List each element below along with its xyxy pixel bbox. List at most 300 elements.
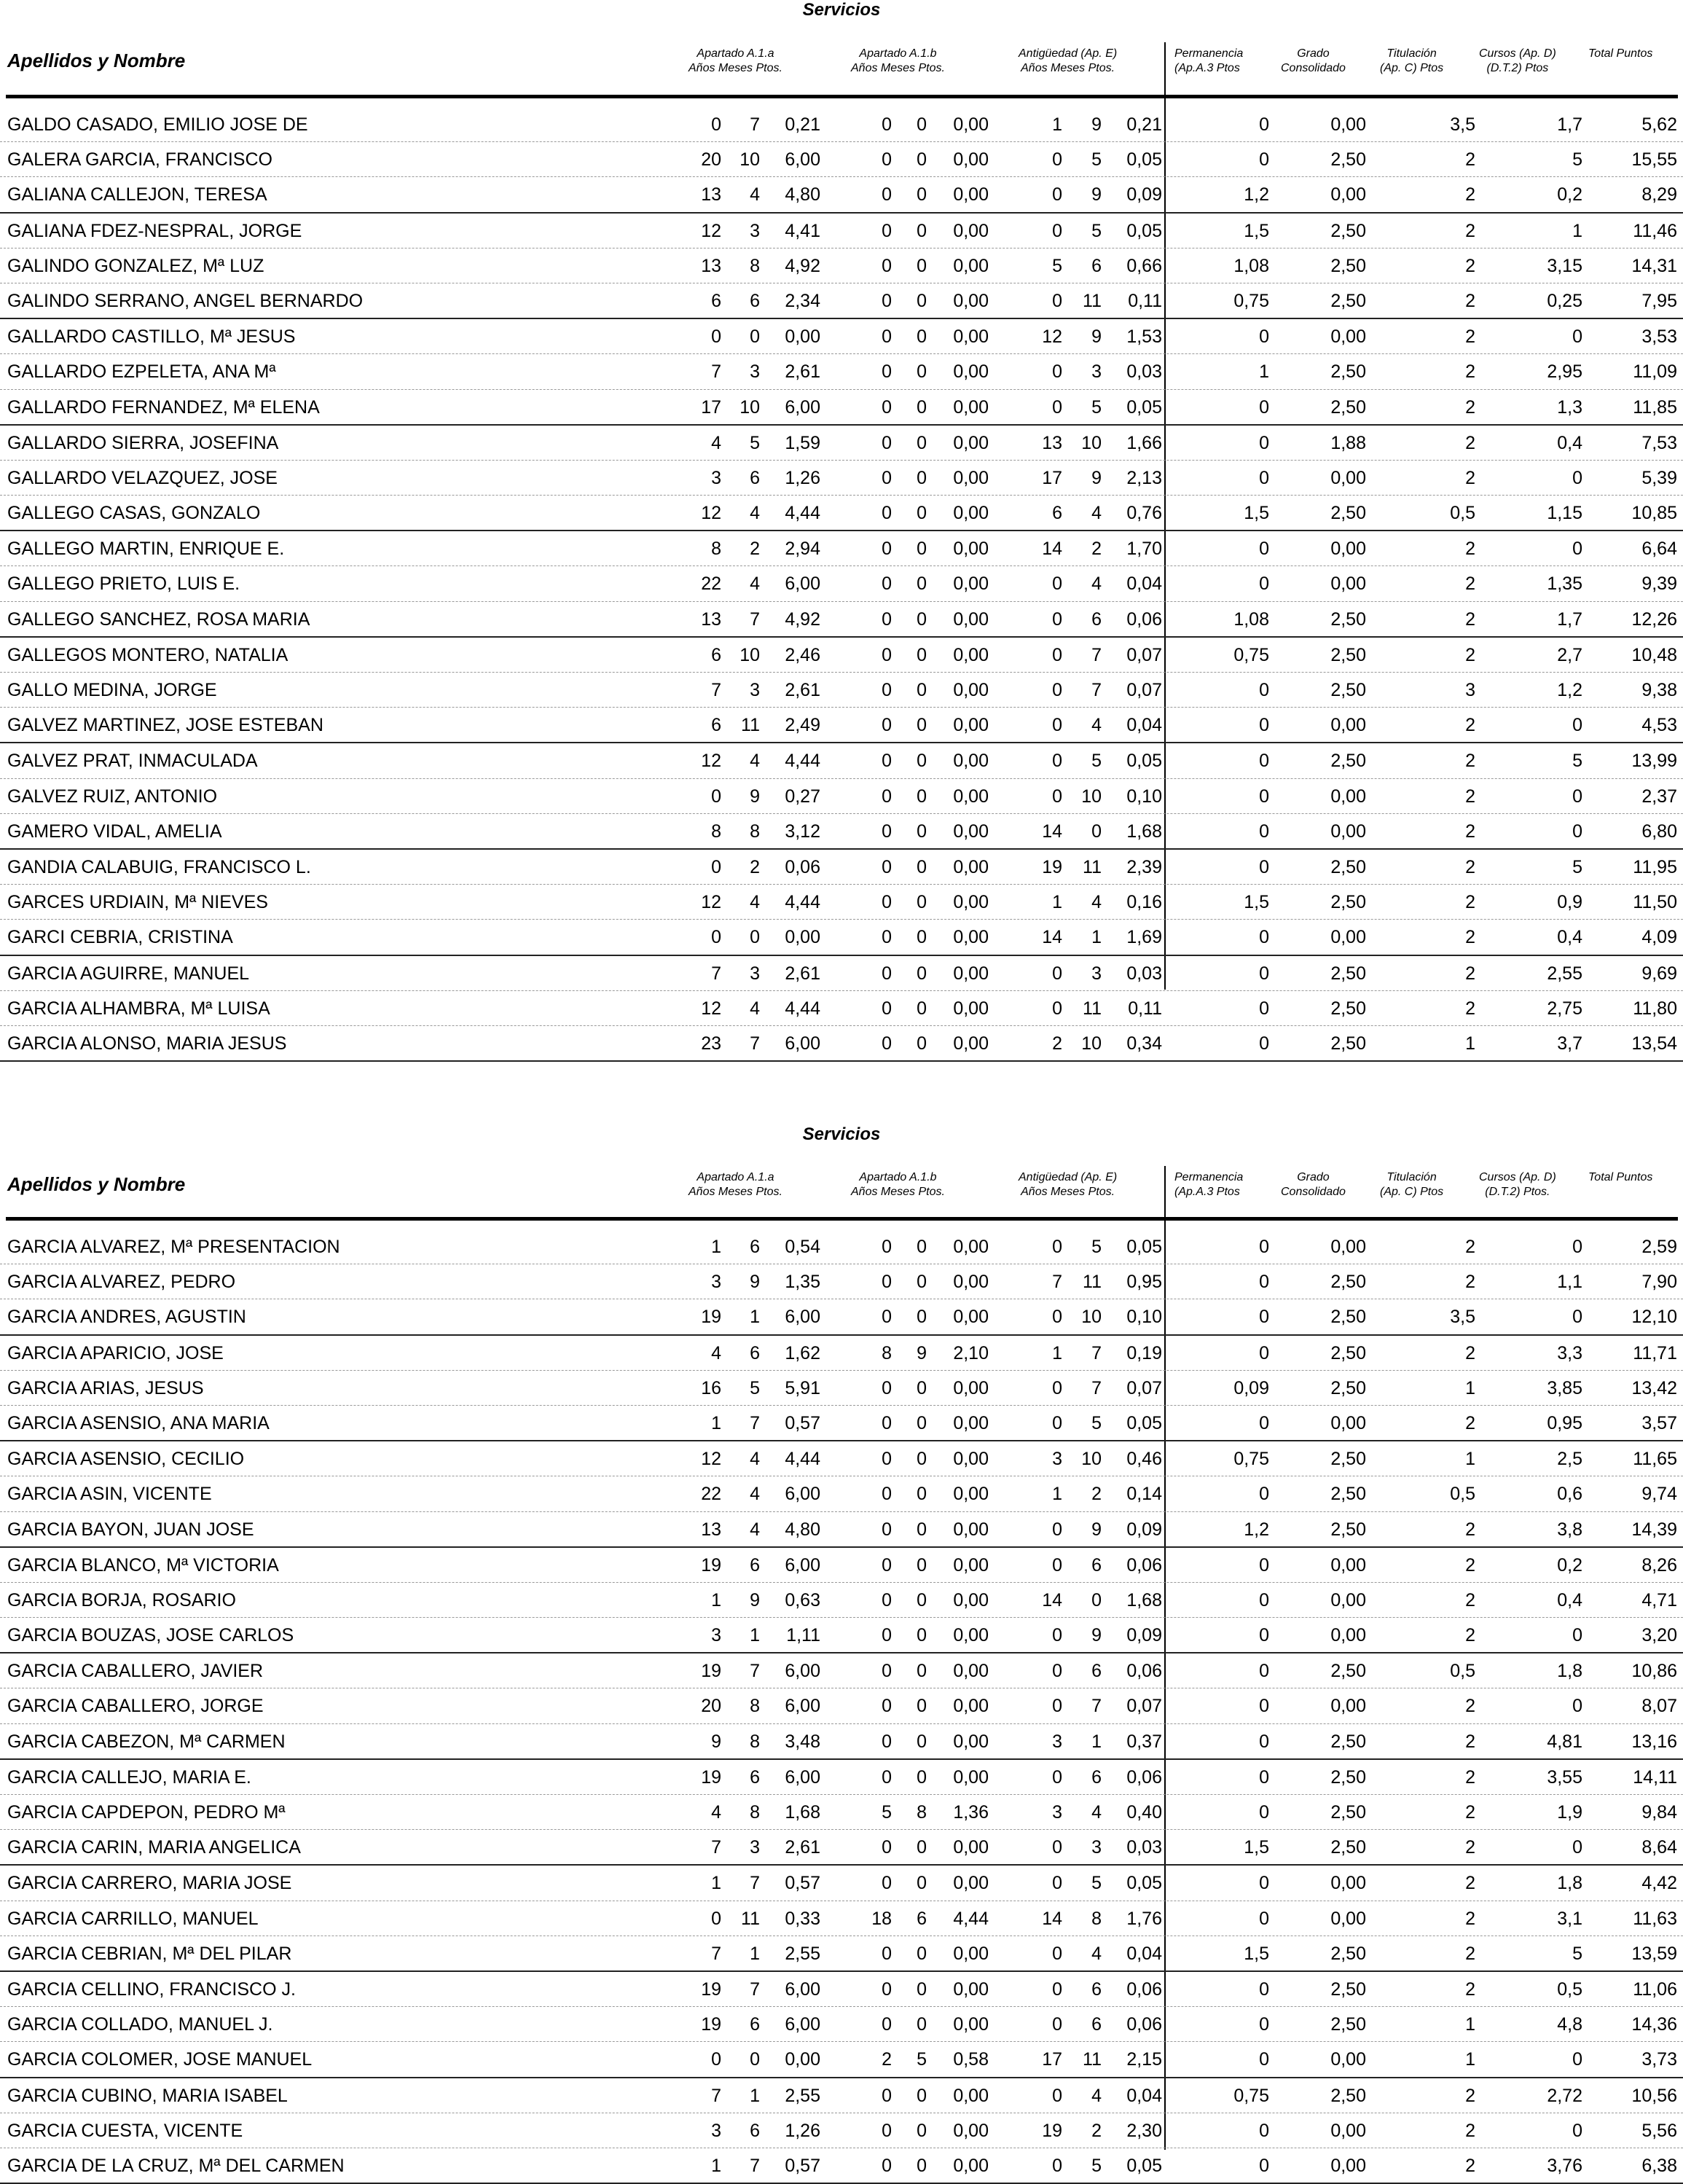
antiguedad-months: 9 [1091,326,1102,348]
a2-points: 0,00 [953,2085,989,2106]
table-row [0,779,1683,814]
permanencia-points: 0,75 [1233,2085,1269,2106]
titulacion-points: 2 [1465,255,1475,276]
total-points: 11,85 [1633,396,1677,418]
a2-years: 0 [882,856,892,877]
antiguedad-years: 1 [1052,892,1062,913]
a2-points: 0,00 [953,1377,989,1398]
total-points: 11,50 [1633,892,1677,913]
grado-points: 0,00 [1330,1554,1366,1576]
a2-months: 0 [917,114,927,135]
a1-years: 7 [711,1837,721,1858]
cursos-points: 1,8 [1557,1661,1582,1682]
total-points: 12,10 [1631,1307,1677,1328]
a2-points: 4,44 [953,1908,989,1929]
a1-months: 6 [750,2014,760,2035]
a1-months: 1 [750,1625,760,1646]
total-points: 4,71 [1641,1589,1677,1610]
titulacion-points: 2 [1465,1943,1475,1964]
table-row [0,1760,1683,1795]
titulacion-points: 2 [1465,1837,1475,1858]
a2-points: 0,00 [953,1696,989,1717]
antiguedad-points: 1,68 [1126,821,1162,842]
a2-years: 0 [882,220,892,241]
cursos-points: 1,8 [1557,1873,1582,1894]
antiguedad-years: 0 [1052,680,1062,700]
antiguedad-months: 1 [1091,927,1102,948]
antiguedad-points: 1,69 [1126,927,1162,948]
antiguedad-points: 0,03 [1126,963,1162,984]
titulacion-points: 0,5 [1450,503,1475,524]
a1-months: 11 [741,1908,760,1929]
a2-points: 0,00 [953,1449,989,1470]
cursos-points: 1,15 [1547,503,1582,524]
antiguedad-months: 5 [1091,751,1102,772]
total-points: 11,95 [1633,856,1677,877]
a1-points: 4,44 [785,751,820,772]
antiguedad-months: 11 [1083,998,1102,1019]
a2-years: 0 [882,1519,892,1540]
antiguedad-months: 6 [1091,1766,1102,1788]
name-cell: GARCIA COLLADO, MANUEL J. [7,2014,273,2035]
cursos-points: 0 [1572,1696,1582,1717]
table-row [0,1866,1683,1901]
a1-points: 6,00 [785,1766,820,1788]
a1-points: 1,11 [786,1625,820,1646]
a1-months: 1 [750,1307,760,1328]
permanencia-points: 0,75 [1233,644,1269,665]
a1-months: 8 [750,1802,760,1823]
titulacion-points: 2 [1465,1696,1475,1717]
antiguedad-years: 0 [1052,1766,1062,1788]
cursos-points: 3,76 [1547,2155,1582,2176]
titulacion-points: 2 [1465,1519,1475,1540]
titulacion-points: 2 [1465,1272,1475,1293]
a1-months: 7 [750,1033,760,1054]
grado-points: 2,50 [1330,1307,1366,1328]
a1-years: 12 [701,892,721,913]
permanencia-points: 0 [1259,963,1269,984]
a2-months: 0 [917,539,927,560]
a2-points: 0,00 [953,467,989,488]
a1-years: 1 [711,1589,721,1610]
a1-points: 2,55 [785,1943,820,1964]
grado-points: 2,50 [1330,2014,1366,2035]
cursos-points: 1,9 [1557,1802,1582,1823]
name-cell: GALLARDO EZPELETA, ANA Mª [7,361,276,383]
a2-years: 0 [882,467,892,488]
a2-years: 0 [882,2014,892,2035]
antiguedad-months: 7 [1091,644,1102,665]
name-cell: GALLEGO CASAS, GONZALO [7,503,261,524]
permanencia-points: 0 [1259,821,1269,842]
antiguedad-years: 0 [1052,786,1062,807]
antiguedad-years: 0 [1052,1237,1062,1257]
a2-years: 0 [882,963,892,984]
a1-years: 6 [711,290,721,311]
a2-years: 8 [882,1342,892,1363]
a2-years: 0 [882,892,892,913]
a2-points: 0,58 [953,2049,989,2070]
a2-months: 0 [917,1837,927,1858]
total-points: 4,53 [1641,715,1677,736]
cursos-points: 0,25 [1547,290,1582,311]
a2-points: 0,00 [953,856,989,877]
grado-points: 2,50 [1330,856,1366,877]
a1-points: 4,44 [785,998,820,1019]
antiguedad-points: 0,19 [1126,1342,1162,1363]
antiguedad-months: 9 [1091,114,1102,135]
a2-months: 6 [917,1908,927,1929]
antiguedad-points: 0,03 [1126,361,1162,383]
header-cursos: Cursos (Ap. D) (D.T.2) Ptos [1479,47,1556,74]
a1-years: 19 [701,1978,721,2000]
antiguedad-months: 2 [1091,539,1102,560]
a2-points: 0,00 [953,220,989,241]
a2-years: 0 [882,1696,892,1717]
a2-points: 0,00 [953,1237,989,1257]
cursos-points: 0,9 [1557,892,1582,913]
a1-months: 7 [750,608,760,630]
antiguedad-points: 0,66 [1126,255,1162,276]
table-row [0,2078,1683,2113]
name-cell: GARCIA ASENSIO, CECILIO [7,1449,245,1470]
a1-points: 2,94 [785,539,820,560]
table-row [0,319,1683,354]
antiguedad-points: 0,06 [1126,2014,1162,2035]
name-cell: GALLARDO SIERRA, JOSEFINA [7,432,279,453]
cursos-points: 1,2 [1557,680,1582,700]
a1-points: 2,61 [785,1837,820,1858]
a2-months: 0 [917,1661,927,1682]
total-points: 11,06 [1633,1978,1677,2000]
total-points: 13,42 [1631,1377,1677,1398]
a2-months: 0 [917,998,927,1019]
antiguedad-months: 7 [1091,1342,1102,1363]
table-row [0,531,1683,566]
a1-years: 9 [711,1731,721,1752]
a2-years: 0 [882,255,892,276]
a2-years: 0 [882,1307,892,1328]
antiguedad-points: 0,06 [1126,1766,1162,1788]
cursos-points: 2,55 [1547,963,1582,984]
titulacion-points: 1 [1465,1033,1475,1054]
total-points: 5,62 [1641,114,1677,135]
total-points: 11,46 [1633,220,1677,241]
a1-months: 6 [750,1237,760,1257]
a2-years: 0 [882,608,892,630]
a1-months: 7 [750,2155,760,2176]
a2-years: 0 [882,1589,892,1610]
name-cell: GARCIA ARIAS, JESUS [7,1377,204,1398]
cursos-points: 3,3 [1557,1342,1582,1363]
a1-months: 6 [750,290,760,311]
a2-points: 0,00 [953,751,989,772]
name-cell: GALLEGO SANCHEZ, ROSA MARIA [7,608,310,630]
table-row [0,354,1683,389]
antiguedad-years: 0 [1052,574,1062,595]
a1-years: 12 [701,220,721,241]
antiguedad-years: 7 [1052,1272,1062,1293]
a1-years: 0 [711,2049,721,2070]
table-row [0,566,1683,601]
antiguedad-years: 0 [1052,1554,1062,1576]
antiguedad-points: 1,53 [1126,326,1162,348]
a1-points: 0,57 [785,2155,820,2176]
name-cell: GARCIA CABALLERO, JORGE [7,1696,264,1717]
name-cell: GALLO MEDINA, JORGE [7,680,217,700]
name-cell: GALLEGO PRIETO, LUIS E. [7,574,240,595]
total-points: 10,56 [1631,2085,1677,2106]
antiguedad-years: 0 [1052,1625,1062,1646]
antiguedad-years: 14 [1042,1908,1062,1929]
a1-points: 4,80 [785,184,820,206]
a1-points: 2,46 [785,644,820,665]
a2-years: 0 [882,2155,892,2176]
a2-months: 0 [917,927,927,948]
a2-points: 0,00 [953,361,989,383]
titulacion-points: 2 [1465,2085,1475,2106]
titulacion-points: 2 [1465,539,1475,560]
grado-points: 2,50 [1330,1484,1366,1505]
a1-points: 6,00 [785,1307,820,1328]
name-cell: GARCIA BAYON, JUAN JOSE [7,1519,254,1540]
table-row [0,390,1683,426]
a1-years: 6 [711,644,721,665]
a2-months: 0 [917,432,927,453]
antiguedad-years: 0 [1052,1978,1062,2000]
a2-points: 0,00 [953,290,989,311]
a2-years: 0 [882,1237,892,1257]
a2-years: 0 [882,1978,892,2000]
a2-points: 0,00 [953,1625,989,1646]
table-row [0,673,1683,708]
header-total: Total Puntos [1588,1171,1653,1183]
table-row [0,1618,1683,1653]
a2-years: 0 [882,1484,892,1505]
header-cursos: Cursos (Ap. D) (D.T.2) Ptos. [1479,1171,1556,1198]
antiguedad-years: 0 [1052,2155,1062,2176]
grado-points: 2,50 [1330,503,1366,524]
a1-years: 8 [711,821,721,842]
grado-points: 0,00 [1330,927,1366,948]
table-row [0,1795,1683,1830]
antiguedad-months: 4 [1091,1802,1102,1823]
cursos-points: 2,7 [1557,644,1582,665]
a2-points: 0,00 [953,1307,989,1328]
a1-months: 3 [750,963,760,984]
a2-years: 0 [882,1554,892,1576]
grado-points: 2,50 [1330,1661,1366,1682]
permanencia-points: 0 [1259,1342,1269,1363]
cursos-points: 0 [1572,715,1582,736]
table-row [0,426,1683,461]
table-row [0,1583,1683,1618]
antiguedad-points: 0,06 [1126,1978,1162,2000]
a1-years: 7 [711,361,721,383]
antiguedad-months: 9 [1091,1519,1102,1540]
table-row [0,1476,1683,1511]
total-points: 14,31 [1631,255,1677,276]
a1-points: 4,44 [785,892,820,913]
a2-months: 0 [917,396,927,418]
antiguedad-years: 0 [1052,1837,1062,1858]
name-cell: GARCIA ASIN, VICENTE [7,1484,212,1505]
titulacion-points: 3,5 [1450,1307,1475,1328]
a1-points: 6,00 [785,1661,820,1682]
permanencia-points: 0 [1259,467,1269,488]
total-points: 9,38 [1641,680,1677,700]
permanencia-points: 0 [1259,856,1269,877]
a2-months: 0 [917,290,927,311]
antiguedad-points: 0,10 [1126,786,1162,807]
a1-years: 7 [711,963,721,984]
a1-points: 2,34 [785,290,820,311]
table-body [0,107,1683,1062]
permanencia-points: 0 [1259,396,1269,418]
titulacion-points: 2 [1465,1554,1475,1576]
antiguedad-points: 0,37 [1126,1731,1162,1752]
antiguedad-years: 0 [1052,1519,1062,1540]
total-points: 6,38 [1641,2155,1677,2176]
permanencia-points: 1,2 [1244,1519,1269,1540]
total-points: 10,48 [1631,644,1677,665]
titulacion-points: 2 [1465,220,1475,241]
a2-years: 18 [871,1908,892,1929]
cursos-points: 0 [1572,786,1582,807]
total-points: 9,74 [1641,1484,1677,1505]
a2-points: 0,00 [953,1661,989,1682]
a2-points: 0,00 [953,644,989,665]
antiguedad-points: 0,05 [1126,149,1162,171]
titulacion-points: 2 [1465,326,1475,348]
a2-points: 0,00 [953,1484,989,1505]
antiguedad-points: 2,15 [1126,2049,1162,2070]
a1-points: 1,62 [785,1342,820,1363]
a2-months: 9 [917,1342,927,1363]
antiguedad-months: 10 [1081,1449,1102,1470]
a1-months: 4 [750,503,760,524]
a1-months: 0 [750,927,760,948]
a2-months: 0 [917,326,927,348]
a2-points: 2,10 [953,1342,989,1363]
a2-years: 0 [882,751,892,772]
permanencia-points: 0 [1259,574,1269,595]
antiguedad-years: 14 [1042,539,1062,560]
grado-points: 0,00 [1330,114,1366,135]
antiguedad-years: 14 [1042,821,1062,842]
a2-points: 0,00 [953,539,989,560]
a2-points: 0,00 [953,503,989,524]
a1-points: 2,55 [785,2085,820,2106]
a2-years: 0 [882,184,892,206]
titulacion-points: 2 [1465,2155,1475,2176]
antiguedad-points: 0,16 [1126,892,1162,913]
a1-years: 19 [701,2014,721,2035]
a2-years: 0 [882,149,892,171]
a2-points: 0,00 [953,927,989,948]
a1-points: 0,54 [785,1237,820,1257]
antiguedad-points: 2,39 [1126,856,1162,877]
page-2 [0,1119,1683,2176]
permanencia-points: 0 [1259,1237,1269,1257]
titulacion-points: 2 [1465,1412,1475,1433]
titulacion-points: 2 [1465,467,1475,488]
table-row [0,177,1683,213]
a1-months: 2 [750,856,760,877]
antiguedad-years: 0 [1052,715,1062,736]
cursos-points: 1,7 [1557,114,1582,135]
titulacion-points: 2 [1465,432,1475,453]
a2-years: 0 [882,1449,892,1470]
permanencia-points: 0 [1259,1802,1269,1823]
a1-months: 7 [750,1661,760,1682]
table-row [0,461,1683,496]
table-row [0,1441,1683,1476]
grado-points: 2,50 [1330,1449,1366,1470]
antiguedad-years: 17 [1042,467,1062,488]
total-points: 13,54 [1631,1033,1677,1054]
a1-points: 6,00 [785,1978,820,2000]
name-cell: GARCIA CARIN, MARIA ANGELICA [7,1837,301,1858]
a1-months: 6 [750,467,760,488]
a1-months: 5 [750,432,760,453]
antiguedad-months: 3 [1091,361,1102,383]
total-points: 3,73 [1641,2049,1677,2070]
antiguedad-points: 1,68 [1126,1589,1162,1610]
a2-months: 0 [917,644,927,665]
a1-years: 20 [701,149,721,171]
table-body [0,1229,1683,2184]
titulacion-points: 2 [1465,1342,1475,1363]
titulacion-points: 2 [1465,1625,1475,1646]
a2-months: 0 [917,467,927,488]
a2-months: 0 [917,1766,927,1788]
name-cell: GARCIA BLANCO, Mª VICTORIA [7,1554,279,1576]
grado-points: 2,50 [1330,255,1366,276]
a1-points: 4,41 [785,220,820,241]
antiguedad-months: 6 [1091,2014,1102,2035]
header-apartado-a1a: Apartado A.1.a Años Meses Ptos. [688,1171,782,1198]
table-row [0,214,1683,248]
a1-months: 7 [750,114,760,135]
antiguedad-points: 0,07 [1126,1377,1162,1398]
name-cell: GALDO CASADO, EMILIO JOSE DE [7,114,308,135]
permanencia-points: 0 [1259,1484,1269,1505]
name-cell: GARCIA DE LA CRUZ, Mª DEL CARMEN [7,2155,345,2176]
a1-years: 4 [711,432,721,453]
table-row [0,743,1683,778]
permanencia-points: 0 [1259,998,1269,1019]
titulacion-points: 2 [1465,892,1475,913]
a1-points: 6,00 [785,396,820,418]
grado-points: 0,00 [1330,539,1366,560]
name-cell: GARCIA CUBINO, MARIA ISABEL [7,2085,288,2106]
a1-months: 4 [750,1519,760,1540]
name-cell: GALLEGOS MONTERO, NATALIA [7,644,289,665]
a2-points: 0,00 [953,1873,989,1894]
table-row [0,2113,1683,2148]
header-grado: Grado Consolidado [1281,47,1346,74]
table-row [0,1299,1683,1335]
antiguedad-points: 2,30 [1126,2120,1162,2141]
name-cell: GARCIA BORJA, ROSARIO [7,1589,236,1610]
titulacion-points: 2 [1465,715,1475,736]
a2-points: 0,00 [953,2155,989,2176]
antiguedad-years: 0 [1052,1696,1062,1717]
antiguedad-points: 0,07 [1126,1696,1162,1717]
a2-years: 0 [882,2085,892,2106]
